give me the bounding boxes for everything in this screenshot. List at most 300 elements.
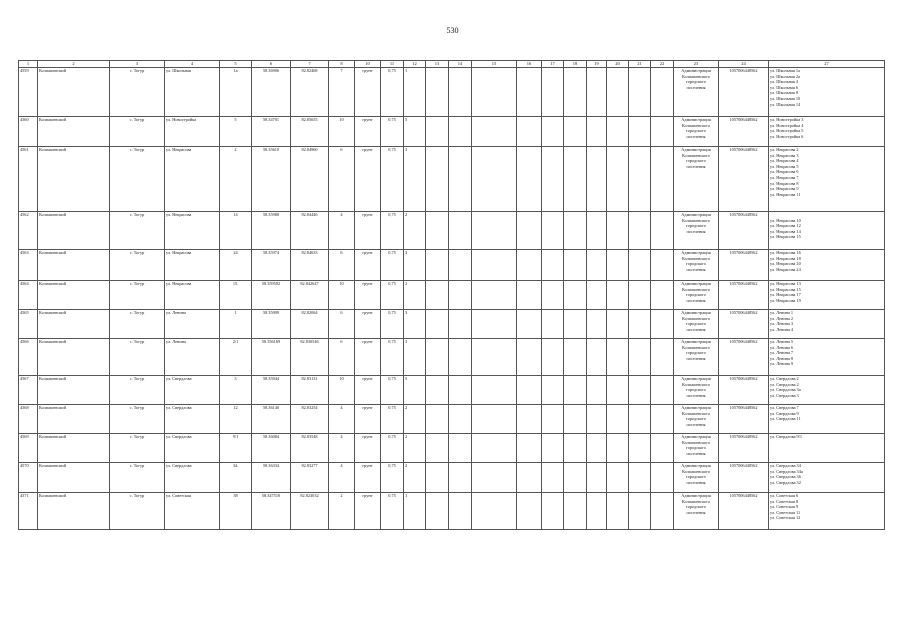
- owner-line: Колпашевского: [681, 122, 711, 128]
- area-cell: 10: [329, 117, 355, 147]
- table-row: [19, 405, 885, 434]
- empty-cell: [629, 117, 651, 147]
- street-cell: ул. Свердлова: [165, 463, 220, 493]
- empty-cell: [449, 463, 472, 493]
- row-number-cell: 4567: [19, 376, 38, 405]
- empty-cell: [426, 376, 449, 405]
- empty-cell: [629, 463, 651, 493]
- district-cell: Колпашевский: [38, 463, 110, 493]
- empty-cell: [629, 493, 651, 530]
- column-number-cell: 5: [220, 61, 252, 68]
- empty-cell: [587, 147, 607, 212]
- owner-line: поселения: [686, 509, 706, 515]
- owner-line: Администрация: [681, 463, 711, 468]
- row-number-cell: 4560: [19, 117, 38, 147]
- column-number-cell: 4: [165, 61, 220, 68]
- address-line: ул. Свердлова 36: [770, 474, 801, 480]
- empty-cell: [542, 117, 564, 147]
- column-number-cell: 21: [629, 61, 651, 68]
- row-number-cell: 4561: [19, 147, 38, 212]
- surface-cell: грунт: [355, 405, 381, 434]
- address-line: ул. Новостройка 6: [770, 133, 804, 139]
- longitude-cell: 82.823032: [291, 493, 329, 530]
- longitude-cell: 82.83548: [291, 434, 329, 463]
- row-number-cell: 4571: [19, 493, 38, 530]
- empty-cell: [651, 250, 674, 281]
- owner-line: городского: [686, 387, 706, 393]
- area-cell: 4: [329, 212, 355, 250]
- owner-cell: [674, 376, 719, 405]
- column-number-cell: 7: [291, 61, 329, 68]
- empty-cell: [564, 463, 587, 493]
- area-cell: 6: [329, 310, 355, 339]
- house-cell: 3: [220, 376, 252, 405]
- street-cell: ул. Школьная: [165, 68, 220, 117]
- owner-line: поселения: [686, 326, 706, 332]
- address-line: ул. Некрасова 11: [770, 191, 801, 197]
- empty-cell: [629, 281, 651, 310]
- owner-line: поселения: [686, 133, 706, 139]
- latitude-cell: 58.347510: [252, 493, 291, 530]
- ogrn-cell: 1057006448562: [719, 376, 769, 405]
- row-number-cell: 4562: [19, 212, 38, 250]
- column-number-cell: 23: [674, 61, 719, 68]
- empty-cell: [472, 434, 517, 463]
- empty-cell: [472, 463, 517, 493]
- area-cell: 2: [329, 493, 355, 530]
- owner-line: городского: [686, 474, 706, 480]
- owner-line: Администрация: [681, 310, 711, 315]
- ogrn-cell: 1057006448562: [719, 281, 769, 310]
- empty-cell: [426, 310, 449, 339]
- longitude-cell: 82.84960: [291, 147, 329, 212]
- latitude-cell: 58.36334: [252, 463, 291, 493]
- table-row: [19, 376, 885, 405]
- empty-cell: [564, 339, 587, 376]
- owner-line: Администрация: [681, 68, 711, 73]
- empty-cell: [472, 68, 517, 117]
- empty-cell: [472, 147, 517, 212]
- addresses-cell: [769, 376, 885, 405]
- ogrn-cell: 1057006448562: [719, 250, 769, 281]
- empty-cell: [426, 212, 449, 250]
- address-line: ул. Некрасова 17: [770, 292, 801, 298]
- latitude-cell: 58.36140: [252, 405, 291, 434]
- empty-cell: [587, 281, 607, 310]
- address-line: ул. Некрасова 10: [770, 217, 801, 223]
- address-line: ул. Школьная 14: [770, 101, 801, 107]
- empty-cell: [607, 250, 629, 281]
- house-cell: 1а: [220, 68, 252, 117]
- empty-cell: [542, 281, 564, 310]
- longitude-cell: 82.83131: [291, 376, 329, 405]
- empty-cell: [651, 68, 674, 117]
- house-cell: 12: [220, 405, 252, 434]
- empty-cell: [607, 310, 629, 339]
- area-cell: 6: [329, 339, 355, 376]
- owner-line: городского: [686, 321, 706, 327]
- empty-cell: [564, 250, 587, 281]
- address-line: ул. Ленина 5: [770, 339, 794, 344]
- column-number-cell: 6: [252, 61, 291, 68]
- area-cell: 4: [329, 463, 355, 493]
- empty-cell: [542, 212, 564, 250]
- empty-cell: [629, 147, 651, 212]
- empty-cell: [651, 434, 674, 463]
- empty-cell: [587, 212, 607, 250]
- column-number-cell: 1: [19, 61, 38, 68]
- owner-line: Колпашевского: [681, 344, 711, 350]
- house-cell: 15.: [220, 281, 252, 310]
- row-number-cell: 4569: [19, 434, 38, 463]
- row-number-cell: 4563: [19, 250, 38, 281]
- empty-cell: [542, 68, 564, 117]
- empty-cell: [564, 434, 587, 463]
- empty-cell: [629, 212, 651, 250]
- empty-cell: [651, 147, 674, 212]
- surface-cell: грунт: [355, 281, 381, 310]
- surface-cell: грунт: [355, 339, 381, 376]
- address-line: ул. Некрасова 12: [770, 223, 801, 229]
- address-line: ул. Некрасова 16: [770, 250, 801, 255]
- empty-cell: [517, 68, 542, 117]
- table-row: [19, 463, 885, 493]
- volume-cell: 0,75: [381, 463, 404, 493]
- owner-cell: [674, 463, 719, 493]
- owner-line: городского: [686, 79, 706, 85]
- empty-cell: [449, 339, 472, 376]
- empty-cell: [564, 68, 587, 117]
- locality-cell: с. Тогур: [110, 117, 165, 147]
- column-number-cell: 19: [587, 61, 607, 68]
- empty-cell: [587, 405, 607, 434]
- empty-cell: [517, 405, 542, 434]
- ogrn-cell: 1057006448562: [719, 212, 769, 250]
- owner-line: Администрация: [681, 493, 711, 498]
- owner-line: городского: [686, 292, 706, 298]
- container-count-cell: 5: [404, 117, 426, 147]
- empty-cell: [542, 147, 564, 212]
- street-cell: ул. Некрасова: [165, 281, 220, 310]
- owner-cell: [674, 68, 719, 117]
- area-cell: 6: [329, 250, 355, 281]
- address-line: ул. Ленина 9: [770, 361, 794, 367]
- address-line: ул. Некрасова 6: [770, 169, 799, 175]
- empty-cell: [517, 147, 542, 212]
- owner-line: Администрация: [681, 405, 711, 410]
- latitude-cell: 58.36906: [252, 68, 291, 117]
- surface-cell: грунт: [355, 68, 381, 117]
- ogrn-cell: 1057006448562: [719, 68, 769, 117]
- address-line: ул. Некрасова 3: [770, 152, 799, 158]
- owner-line: Колпашевского: [681, 217, 711, 223]
- volume-cell: 0,75: [381, 493, 404, 530]
- owner-line: Администрация: [681, 339, 711, 344]
- house-cell: 38: [220, 493, 252, 530]
- latitude-cell: 58.35988: [252, 212, 291, 250]
- address-line: ул. Некрасова 4: [770, 158, 799, 164]
- owner-cell: [674, 147, 719, 212]
- latitude-cell: 58.35974: [252, 250, 291, 281]
- table-row: [19, 117, 885, 147]
- address-line: ул. Школьная 4: [770, 79, 799, 85]
- empty-cell: [449, 434, 472, 463]
- empty-cell: [651, 212, 674, 250]
- owner-line: городского: [686, 261, 706, 267]
- empty-cell: [564, 117, 587, 147]
- house-cell: 24: [220, 250, 252, 281]
- address-line: ул. Новостройка 4: [770, 122, 804, 128]
- volume-cell: 0,75: [381, 281, 404, 310]
- row-number-cell: 4566: [19, 339, 38, 376]
- empty-cell: [607, 212, 629, 250]
- owner-line: Колпашевского: [681, 73, 711, 79]
- empty-cell: [564, 212, 587, 250]
- empty-cell: [472, 281, 517, 310]
- address-line: ул. Свердлова 7: [770, 405, 799, 410]
- empty-cell: [472, 493, 517, 530]
- empty-cell: [449, 212, 472, 250]
- row-number-cell: 4559: [19, 68, 38, 117]
- address-line: ул. Школьная 10: [770, 95, 801, 101]
- empty-cell: [587, 463, 607, 493]
- ogrn-cell: 1057006448562: [719, 310, 769, 339]
- owner-line: Колпашевского: [681, 286, 711, 292]
- owner-cell: [674, 212, 719, 250]
- street-cell: ул. Некрасова: [165, 147, 220, 212]
- surface-cell: грунт: [355, 376, 381, 405]
- container-count-cell: 1: [404, 68, 426, 117]
- empty-cell: [426, 405, 449, 434]
- house-cell: 34.: [220, 463, 252, 493]
- empty-cell: [449, 281, 472, 310]
- empty-cell: [607, 281, 629, 310]
- address-line: ул. Советская 12: [770, 515, 801, 521]
- street-cell: ул. Советская: [165, 493, 220, 530]
- table-row: [19, 68, 885, 117]
- address-line: ул. Некрасова 15: [770, 234, 801, 240]
- ogrn-cell: 1057006448562: [719, 434, 769, 463]
- empty-cell: [542, 463, 564, 493]
- empty-cell: [564, 310, 587, 339]
- owner-line: Администрация: [681, 250, 711, 255]
- empty-cell: [629, 434, 651, 463]
- addresses-cell: [769, 339, 885, 376]
- column-number-cell: 24: [719, 61, 769, 68]
- table-row: [19, 147, 885, 212]
- locality-cell: с. Тогур: [110, 434, 165, 463]
- volume-cell: 0,75: [381, 147, 404, 212]
- address-line: ул. Некрасова 2: [770, 147, 799, 152]
- address-line: ул. Некрасова 18: [770, 255, 801, 261]
- house-cell: 2/1: [220, 339, 252, 376]
- empty-cell: [426, 281, 449, 310]
- ogrn-cell: 1057006448562: [719, 117, 769, 147]
- district-cell: Колпашевский: [38, 310, 110, 339]
- empty-cell: [517, 117, 542, 147]
- volume-cell: 0,75: [381, 405, 404, 434]
- locality-cell: с. Тогур: [110, 339, 165, 376]
- house-cell: 1: [220, 310, 252, 339]
- street-cell: ул. Свердлова: [165, 434, 220, 463]
- table-row: [19, 339, 885, 376]
- empty-cell: [587, 310, 607, 339]
- empty-cell: [472, 405, 517, 434]
- empty-cell: [607, 434, 629, 463]
- empty-cell: [651, 405, 674, 434]
- area-cell: 4: [329, 405, 355, 434]
- column-number-cell: 2: [38, 61, 110, 68]
- owner-line: Колпашевского: [681, 498, 711, 504]
- address-line: ул. Свердлова 11: [770, 416, 801, 422]
- empty-cell: [607, 376, 629, 405]
- latitude-cell: 58.359582: [252, 281, 291, 310]
- empty-cell: [607, 405, 629, 434]
- address-line: ул. Ленина 1: [770, 310, 794, 315]
- ogrn-cell: 1057006448562: [719, 147, 769, 212]
- empty-cell: [517, 250, 542, 281]
- address-line: ул. Свердлова 34а: [770, 468, 803, 474]
- owner-line: Колпашевского: [681, 410, 711, 416]
- owner-line: Администрация: [681, 212, 711, 217]
- volume-cell: 0,75: [381, 310, 404, 339]
- ogrn-cell: 1057006448562: [719, 463, 769, 493]
- empty-cell: [587, 117, 607, 147]
- address-line: ул. Некрасова 9: [770, 186, 799, 192]
- empty-cell: [651, 339, 674, 376]
- container-count-cell: 2: [404, 463, 426, 493]
- empty-cell: [651, 463, 674, 493]
- owner-cell: [674, 117, 719, 147]
- registry-table: [18, 60, 885, 530]
- volume-cell: 0,75: [381, 117, 404, 147]
- owner-cell: [674, 281, 719, 310]
- empty-cell: [517, 493, 542, 530]
- column-number-cell: 27: [769, 61, 885, 68]
- column-number-cell: 16: [517, 61, 542, 68]
- column-number-cell: 14: [449, 61, 472, 68]
- owner-line: поселения: [686, 266, 706, 272]
- column-number-cell: 20: [607, 61, 629, 68]
- owner-line: поселения: [686, 450, 706, 456]
- district-cell: Колпашевский: [38, 117, 110, 147]
- empty-cell: [449, 68, 472, 117]
- addresses-cell: [769, 68, 885, 117]
- house-cell: 14: [220, 212, 252, 250]
- empty-cell: [426, 493, 449, 530]
- owner-line: городского: [686, 223, 706, 229]
- owner-line: Колпашевского: [681, 468, 711, 474]
- empty-cell: [651, 117, 674, 147]
- address-line: ул. Советская 8: [770, 498, 799, 504]
- empty-cell: [607, 68, 629, 117]
- ogrn-cell: 1057006448562: [719, 493, 769, 530]
- owner-line: поселения: [686, 228, 706, 234]
- address-line: ул. Новостройка 5: [770, 128, 804, 134]
- table-body: [19, 61, 885, 530]
- container-count-cell: 3: [404, 147, 426, 212]
- container-count-cell: 1: [404, 493, 426, 530]
- longitude-cell: 82.842647: [291, 281, 329, 310]
- locality-cell: с. Тогур: [110, 405, 165, 434]
- empty-cell: [587, 493, 607, 530]
- empty-cell: [472, 339, 517, 376]
- address-line: ул. Школьная 2а: [770, 73, 800, 79]
- column-number-cell: 18: [564, 61, 587, 68]
- address-line: ул. Ленина 7: [770, 350, 794, 356]
- owner-line: городского: [686, 445, 706, 451]
- table-row: [19, 212, 885, 250]
- address-line: ул. Ленина 2: [770, 315, 794, 321]
- longitude-cell: 82.83254: [291, 405, 329, 434]
- empty-cell: [426, 147, 449, 212]
- district-cell: Колпашевский: [38, 493, 110, 530]
- row-number-cell: 4570: [19, 463, 38, 493]
- empty-cell: [517, 434, 542, 463]
- owner-line: поселения: [686, 421, 706, 427]
- empty-cell: [607, 339, 629, 376]
- owner-line: городского: [686, 350, 706, 356]
- table-row: [19, 250, 885, 281]
- locality-cell: с. Тогур: [110, 250, 165, 281]
- district-cell: Колпашевский: [38, 250, 110, 281]
- column-number-cell: 3: [110, 61, 165, 68]
- locality-cell: с. Тогур: [110, 212, 165, 250]
- surface-cell: грунт: [355, 212, 381, 250]
- column-number-cell: 22: [651, 61, 674, 68]
- owner-line: Колпашевского: [681, 439, 711, 445]
- address-line: ул. Некрасова 24: [770, 266, 801, 272]
- addresses-cell: [769, 117, 885, 147]
- empty-cell: [426, 250, 449, 281]
- empty-cell: [629, 250, 651, 281]
- empty-cell: [449, 376, 472, 405]
- locality-cell: с. Тогур: [110, 281, 165, 310]
- container-count-cell: 2: [404, 405, 426, 434]
- surface-cell: грунт: [355, 493, 381, 530]
- addresses-cell: [769, 463, 885, 493]
- district-cell: Колпашевский: [38, 376, 110, 405]
- address-line: ул. Некрасова 7: [770, 174, 799, 180]
- longitude-cell: 82.85655: [291, 117, 329, 147]
- empty-cell: [449, 147, 472, 212]
- empty-cell: [449, 117, 472, 147]
- house-cell: 5: [220, 117, 252, 147]
- container-count-cell: 3: [404, 250, 426, 281]
- volume-cell: 0,75: [381, 250, 404, 281]
- empty-cell: [449, 405, 472, 434]
- longitude-cell: 82.83277: [291, 463, 329, 493]
- empty-cell: [629, 68, 651, 117]
- owner-line: городского: [686, 504, 706, 510]
- owner-line: Администрация: [681, 147, 711, 152]
- address-line: ул. Некрасова 19: [770, 297, 801, 303]
- longitude-cell: 82.82468: [291, 68, 329, 117]
- street-cell: ул. Свердлова: [165, 376, 220, 405]
- empty-cell: [587, 339, 607, 376]
- owner-line: Администрация: [681, 376, 711, 381]
- empty-cell: [651, 310, 674, 339]
- column-number-cell: 12: [404, 61, 426, 68]
- volume-cell: 0,75: [381, 339, 404, 376]
- owner-line: поселения: [686, 479, 706, 485]
- addresses-cell: [769, 310, 885, 339]
- empty-cell: [449, 310, 472, 339]
- owner-line: Администрация: [681, 434, 711, 439]
- district-cell: Колпашевский: [38, 405, 110, 434]
- empty-cell: [426, 339, 449, 376]
- row-number-cell: 4568: [19, 405, 38, 434]
